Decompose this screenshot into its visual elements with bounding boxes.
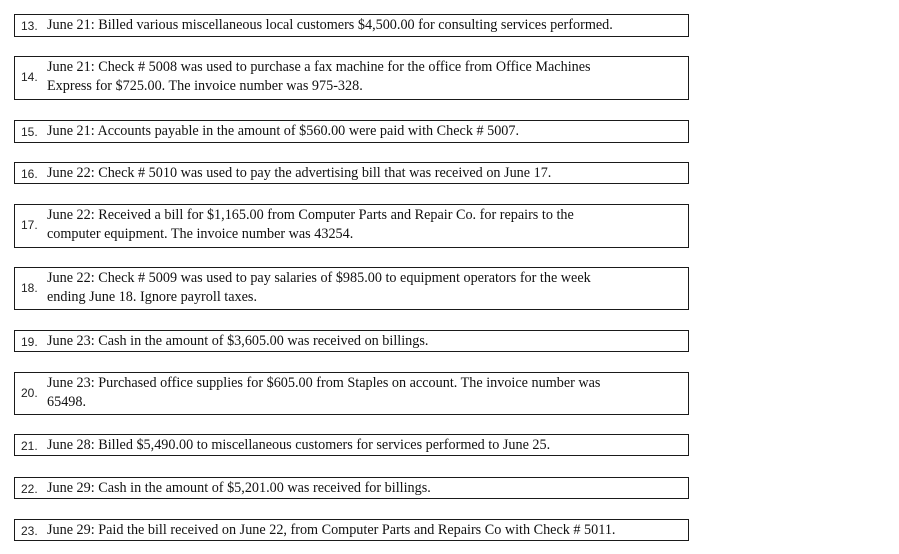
item-number: 20. (21, 386, 38, 400)
list-item (14, 14, 689, 37)
item-number: 13. (21, 19, 38, 33)
list-item (14, 434, 689, 456)
item-text: June 23: Cash in the amount of $3,605.00 was received on billings. (47, 333, 429, 349)
item-number: 19. (21, 335, 38, 349)
item-text: June 22: Check # 5009 was used to pay salaries of $985.00 to equipment operators for the week ending June 18. Ignore payroll taxes. (47, 270, 591, 305)
item-number: 21. (21, 439, 38, 453)
item-text: June 22: Received a bill for $1,165.00 from Computer Parts and Repair Co. for repairs to the computer equipment. The invoice number was 43254. (47, 207, 574, 242)
item-text: June 22: Check # 5010 was used to pay the advertising bill that was received on June 17. (47, 165, 552, 181)
item-number: 18. (21, 281, 38, 295)
list-item (14, 267, 689, 310)
item-text: June 29: Cash in the amount of $5,201.00 was received for billings. (47, 480, 431, 496)
item-number: 16. (21, 167, 38, 181)
list-item (14, 56, 689, 100)
item-text: June 21: Billed various miscellaneous local customers $4,500.00 for consulting services performed. (47, 17, 613, 33)
list-item (14, 330, 689, 352)
list-item (14, 519, 689, 541)
item-number: 14. (21, 70, 38, 84)
item-number: 22. (21, 482, 38, 496)
item-number: 15. (21, 125, 38, 139)
item-text: June 29: Paid the bill received on June 22, from Computer Parts and Repairs Co with Check # 5011. (47, 522, 616, 538)
item-number: 17. (21, 218, 38, 232)
item-text: June 21: Check # 5008 was used to purchase a fax machine for the office from Office Machines Express for $725.00. The invoice number was 975-328. (47, 59, 591, 94)
list-item (14, 120, 689, 143)
list-item (14, 477, 689, 499)
item-text: June 21: Accounts payable in the amount of $560.00 were paid with Check # 5007. (47, 123, 520, 139)
item-number: 23. (21, 524, 38, 538)
item-text: June 28: Billed $5,490.00 to miscellaneous customers for services performed to June 25. (47, 437, 551, 453)
list-item (14, 162, 689, 184)
list-item (14, 372, 689, 415)
item-text: June 23: Purchased office supplies for $605.00 from Staples on account. The invoice number was 65498. (47, 375, 601, 410)
list-item (14, 204, 689, 248)
